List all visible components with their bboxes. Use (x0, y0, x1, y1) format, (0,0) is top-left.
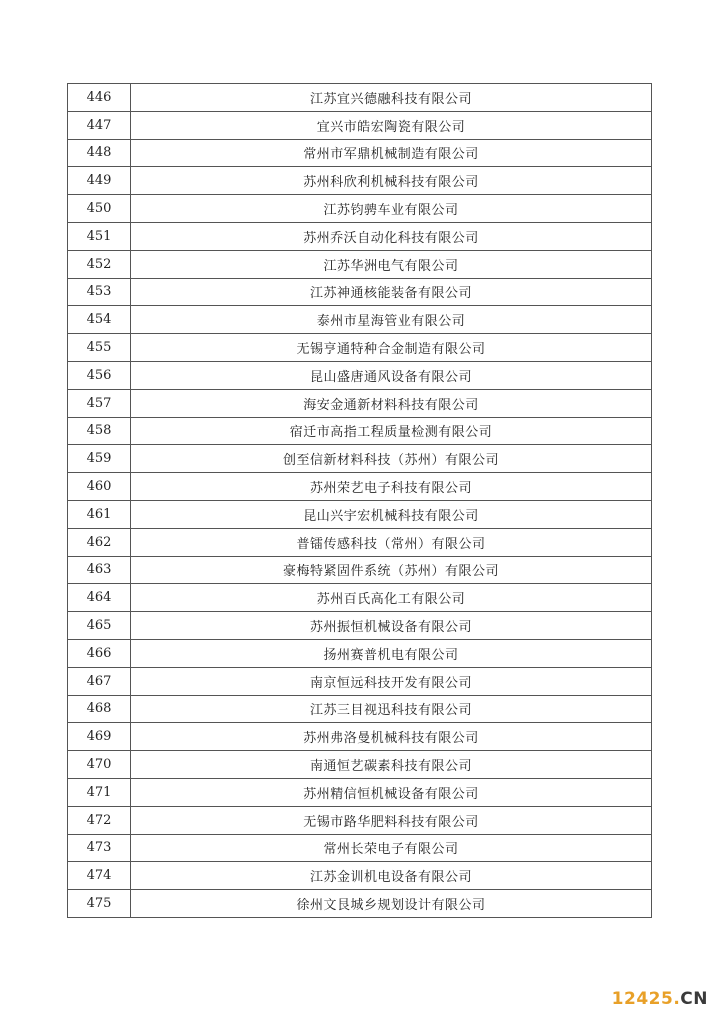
table-row (68, 473, 652, 501)
row-number-cell: 468 (68, 695, 131, 723)
company-name-cell: 苏州弗洛曼机械科技有限公司 (131, 723, 652, 751)
company-name-cell: 江苏华洲电气有限公司 (131, 250, 652, 278)
company-name-cell: 徐州文艮城乡规划设计有限公司 (131, 890, 652, 918)
table-row (68, 723, 652, 751)
row-number-cell: 448 (68, 139, 131, 167)
site-watermark (612, 989, 708, 1009)
company-list-table (67, 83, 652, 918)
company-name-cell: 昆山兴宇宏机械科技有限公司 (131, 500, 652, 528)
company-name-cell: 江苏三目视迅科技有限公司 (131, 695, 652, 723)
row-number-cell: 461 (68, 500, 131, 528)
row-number-cell: 465 (68, 612, 131, 640)
company-name-cell: 江苏神通核能装备有限公司 (131, 278, 652, 306)
row-number-cell: 469 (68, 723, 131, 751)
company-name-cell: 豪梅特紧固件系统（苏州）有限公司 (131, 556, 652, 584)
row-number-cell: 459 (68, 445, 131, 473)
row-number-cell: 474 (68, 862, 131, 890)
row-number-cell: 447 (68, 111, 131, 139)
row-number-cell: 466 (68, 639, 131, 667)
table-row (68, 84, 652, 112)
row-number-cell: 471 (68, 778, 131, 806)
row-number-cell: 446 (68, 84, 131, 112)
company-name-cell: 江苏金训机电设备有限公司 (131, 862, 652, 890)
table-row (68, 500, 652, 528)
table-row (68, 389, 652, 417)
company-name-cell: 扬州赛普机电有限公司 (131, 639, 652, 667)
company-name-cell: 江苏宜兴德融科技有限公司 (131, 84, 652, 112)
table-row (68, 306, 652, 334)
row-number-cell: 475 (68, 890, 131, 918)
table-row (68, 834, 652, 862)
company-name-cell: 宜兴市皓宏陶瓷有限公司 (131, 111, 652, 139)
company-name-cell: 海安金通新材料科技有限公司 (131, 389, 652, 417)
table-row (68, 334, 652, 362)
table-row (68, 778, 652, 806)
table-row (68, 584, 652, 612)
row-number-cell: 458 (68, 417, 131, 445)
watermark-digits: 12425 (611, 989, 674, 1009)
company-name-cell: 常州市军鼎机械制造有限公司 (131, 139, 652, 167)
row-number-cell: 463 (68, 556, 131, 584)
row-number-cell: 464 (68, 584, 131, 612)
company-name-cell: 无锡亨通特种合金制造有限公司 (131, 334, 652, 362)
row-number-cell: 473 (68, 834, 131, 862)
table-row (68, 806, 652, 834)
row-number-cell: 470 (68, 751, 131, 779)
row-number-cell: 450 (68, 195, 131, 223)
table-row (68, 195, 652, 223)
row-number-cell: 455 (68, 334, 131, 362)
company-name-cell: 苏州振恒机械设备有限公司 (131, 612, 652, 640)
company-name-cell: 苏州百氏高化工有限公司 (131, 584, 652, 612)
table-row (68, 862, 652, 890)
table-row (68, 890, 652, 918)
row-number-cell: 451 (68, 222, 131, 250)
row-number-cell: 462 (68, 528, 131, 556)
table-row (68, 667, 652, 695)
table-row (68, 528, 652, 556)
table-row (68, 556, 652, 584)
company-name-cell: 南通恒艺碳素科技有限公司 (131, 751, 652, 779)
watermark-dot: . (673, 989, 681, 1009)
table-row (68, 167, 652, 195)
row-number-cell: 460 (68, 473, 131, 501)
row-number-cell: 452 (68, 250, 131, 278)
company-name-cell: 常州长荣电子有限公司 (131, 834, 652, 862)
row-number-cell: 453 (68, 278, 131, 306)
table-row (68, 278, 652, 306)
row-number-cell: 456 (68, 361, 131, 389)
company-name-cell: 普镭传感科技（常州）有限公司 (131, 528, 652, 556)
watermark-tld: CN (680, 989, 708, 1009)
table-row (68, 250, 652, 278)
table-row (68, 111, 652, 139)
row-number-cell: 449 (68, 167, 131, 195)
company-name-cell: 无锡市路华肥料科技有限公司 (131, 806, 652, 834)
table-row (68, 445, 652, 473)
row-number-cell: 472 (68, 806, 131, 834)
company-name-cell: 苏州科欣利机械科技有限公司 (131, 167, 652, 195)
company-name-cell: 苏州乔沃自动化科技有限公司 (131, 222, 652, 250)
company-name-cell: 宿迁市高指工程质量检测有限公司 (131, 417, 652, 445)
table-row (68, 751, 652, 779)
table-row (68, 639, 652, 667)
company-name-cell: 苏州荣艺电子科技有限公司 (131, 473, 652, 501)
table-row (68, 417, 652, 445)
row-number-cell: 457 (68, 389, 131, 417)
company-name-cell: 创至信新材料科技（苏州）有限公司 (131, 445, 652, 473)
table-row (68, 222, 652, 250)
company-name-cell: 泰州市星海管业有限公司 (131, 306, 652, 334)
table-row (68, 361, 652, 389)
row-number-cell: 467 (68, 667, 131, 695)
table-row (68, 612, 652, 640)
table-row (68, 695, 652, 723)
company-name-cell: 昆山盛唐通风设备有限公司 (131, 361, 652, 389)
company-name-cell: 江苏钧骋车业有限公司 (131, 195, 652, 223)
row-number-cell: 454 (68, 306, 131, 334)
company-name-cell: 南京恒远科技开发有限公司 (131, 667, 652, 695)
table-row (68, 139, 652, 167)
table-body (68, 84, 652, 918)
company-name-cell: 苏州精信恒机械设备有限公司 (131, 778, 652, 806)
